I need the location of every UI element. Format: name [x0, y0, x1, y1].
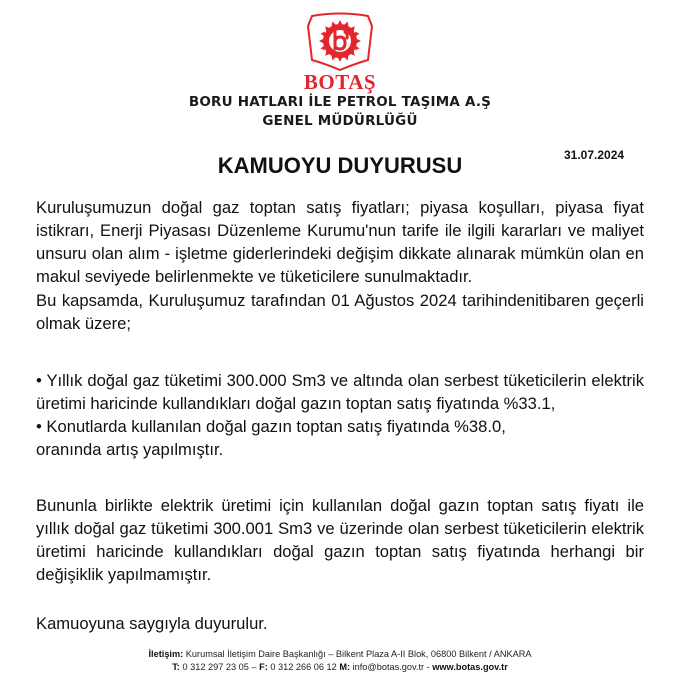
list-item-free-consumers: • Yıllık doğal gaz tüketimi 300.000 Sm3 ve altında olan serbest tüketicilerin elektrik üretimi haricinde kullandıkları doğal gazın toptan satış fiyatında %33.1, [36, 371, 644, 413]
unchanged-prices-paragraph [36, 494, 644, 586]
scope-paragraph-text: Bu kapsamda, Kuruluşumuz tarafından 01 Ağustos 2024 tarihindenitibaren geçerli olmak üzere; [36, 291, 644, 333]
website-link[interactable]: www.botas.gov.tr [432, 661, 508, 672]
organization-name: BORU HATLARI İLE PETROL TAŞIMA A.Ş [188, 94, 492, 110]
closing-paragraph [36, 612, 644, 635]
phone-number: 0 312 297 23 05 – [182, 661, 257, 672]
email-address[interactable]: info@botas.gov.tr - [352, 661, 430, 672]
footer-phone-line [0, 661, 680, 674]
organization-subtitle: GENEL MÜDÜRLÜĞÜ [262, 113, 418, 129]
intro-paragraph [36, 196, 644, 288]
brand-name: BOTAŞ [303, 70, 377, 94]
price-changes-list [36, 369, 644, 461]
closing-text: Kamuoyuna saygıyla duyurulur. [36, 614, 268, 633]
contact-address: Kurumsal İletişim Daire Başkanlığı – Bilkent Plaza A-II Blok, 06800 Bilkent / ANKARA [185, 649, 532, 659]
contact-label: İletişim: [148, 649, 184, 659]
botas-logo-icon [306, 12, 374, 72]
list-closing-text: oranında artış yapılmıştır. [36, 440, 224, 459]
phone-label: T: [172, 661, 180, 672]
fax-number: 0 312 266 06 12 [270, 661, 337, 672]
footer-contact [0, 648, 680, 673]
document-title: KAMUOYU DUYURUSU [217, 153, 463, 178]
unchanged-prices-text: Bununla birlikte elektrik üretimi için kullanılan doğal gazın toptan satış fiyatı ile yıllık doğal gaz tüketimi 300.001 Sm3 ve üzerinde olan serbest tüketicilerin elektrik üretimi haricinde kullandıkları doğal gazın toptan satış fiyatında herhangi bir değişiklik yapılmamıştır. [36, 496, 644, 584]
intro-paragraph-text: Kuruluşumuzun doğal gaz toptan satış fiyatları; piyasa koşulları, piyasa fiyat istikrarı, Enerji Piyasası Düzenleme Kurumu'nun tarife ile ilgili kararları ve maliyet unsuru olan alım - işletme giderlerindeki değişim dikkate alınarak mümkün olan en makul seviyede belirlenmekte ve tüketicilere sunulmaktadır. [36, 198, 644, 286]
scope-paragraph [36, 289, 644, 335]
mail-label: M: [339, 661, 351, 672]
document-date: 31.07.2024 [564, 148, 625, 162]
fax-label: F: [259, 661, 268, 672]
footer-address-line [0, 648, 680, 661]
list-item-residential: • Konutlarda kullanılan doğal gazın toptan satış fiyatında %38.0, [36, 417, 506, 436]
